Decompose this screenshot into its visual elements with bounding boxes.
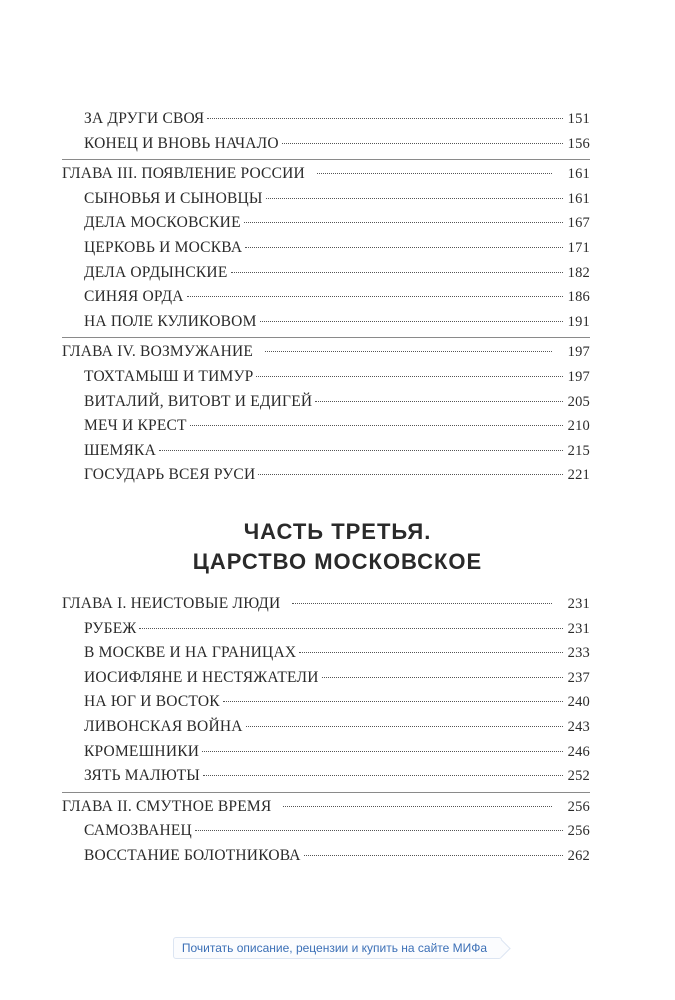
dot-leader — [283, 806, 552, 807]
toc-chapter-entry-title: ГЛАВА III. ПОЯВЛЕНИЕ РОССИИ — [62, 165, 305, 183]
toc-entry[interactable] — [62, 261, 590, 286]
toc-entry[interactable] — [62, 187, 590, 212]
dot-leader — [244, 222, 563, 223]
toc-entry[interactable] — [62, 414, 590, 439]
toc-entry-title: ИОСИФЛЯНЕ И НЕСТЯЖАТЕЛИ — [84, 668, 319, 686]
toc-entry[interactable] — [62, 211, 590, 236]
toc-chapter-entry[interactable] — [62, 795, 590, 820]
dot-leader — [299, 652, 563, 653]
toc-entry-title: СИНЯЯ ОРДА — [84, 288, 184, 306]
part-heading — [0, 517, 675, 577]
toc-entry[interactable] — [62, 310, 590, 335]
toc-chapter-entry-page-number: 231 — [567, 596, 590, 612]
toc-entry[interactable] — [62, 463, 590, 488]
toc-entry[interactable] — [62, 236, 590, 261]
dot-leader — [266, 198, 563, 199]
dot-leader — [223, 701, 563, 702]
dot-leader — [190, 425, 563, 426]
toc-entry-title: ЗЯТЬ МАЛЮТЫ — [84, 767, 200, 785]
dot-leader — [315, 401, 563, 402]
toc-group — [62, 592, 590, 793]
toc-entry-page-number: 237 — [567, 669, 590, 686]
dot-leader — [265, 351, 552, 352]
toc-entry[interactable] — [62, 107, 590, 132]
toc-entry[interactable] — [62, 132, 590, 157]
dot-leader — [159, 450, 563, 451]
toc-entry-title: ДЕЛА МОСКОВСКИЕ — [84, 214, 241, 232]
toc-entry[interactable] — [62, 740, 590, 765]
toc-entry-page-number: 233 — [567, 645, 590, 662]
dot-leader — [202, 751, 563, 752]
toc-group — [62, 107, 590, 160]
dot-leader — [139, 628, 563, 629]
toc-entry-page-number: 262 — [567, 847, 590, 864]
toc-entry-title: МЕЧ И КРЕСТ — [84, 417, 187, 435]
toc-entry[interactable] — [62, 365, 590, 390]
toc-chapter-entry[interactable] — [62, 340, 590, 365]
toc-entry-title: ТОХТАМЫШ И ТИМУР — [84, 367, 254, 385]
toc-entry-page-number: 191 — [567, 313, 590, 330]
toc-chapter-entry-page-number: 197 — [567, 344, 590, 361]
toc-group — [62, 795, 590, 872]
toc-entry-title: СЫНОВЬЯ И СЫНОВЦЫ — [84, 189, 263, 207]
toc-entry-page-number: 186 — [567, 289, 590, 306]
toc-top-section — [62, 107, 590, 493]
toc-entry-title: В МОСКВЕ И НА ГРАНИЦАХ — [84, 644, 297, 662]
toc-entry-page-number: 161 — [567, 190, 590, 207]
toc-entry-title: ЦЕРКОВЬ И МОСКВА — [84, 238, 243, 256]
toc-entry-page-number: 215 — [567, 442, 590, 459]
toc-entry[interactable] — [62, 819, 590, 844]
part-heading-line-1: ЧАСТЬ ТРЕТЬЯ. — [243, 519, 432, 544]
toc-group — [62, 162, 590, 338]
toc-entry-page-number: 252 — [567, 768, 590, 785]
promo-banner — [0, 937, 675, 959]
dot-leader — [203, 775, 563, 776]
toc-entry[interactable] — [62, 439, 590, 464]
toc-entry-page-number: 156 — [567, 135, 590, 152]
toc-entry-page-number: 221 — [567, 467, 590, 484]
dot-leader — [207, 118, 563, 119]
toc-entry-page-number: 240 — [567, 694, 590, 711]
toc-entry-title: ДЕЛА ОРДЫНСКИЕ — [84, 263, 228, 281]
toc-entry-title: НА ПОЛЕ КУЛИКОВОМ — [84, 312, 257, 330]
toc-chapter-entry-title: ГЛАВА I. НЕИСТОВЫЕ ЛЮДИ — [62, 595, 281, 612]
dot-leader — [258, 474, 563, 475]
toc-entry-title: КОНЕЦ И ВНОВЬ НАЧАЛО — [84, 134, 279, 152]
toc-entry-title: ГОСУДАРЬ ВСЕЯ РУСИ — [84, 466, 256, 484]
dot-leader — [195, 830, 563, 831]
toc-entry[interactable] — [62, 285, 590, 310]
dot-leader — [282, 143, 563, 144]
toc-bottom-section — [62, 592, 590, 874]
toc-entry-title: САМОЗВАНЕЦ — [84, 822, 192, 840]
toc-entry-page-number: 256 — [567, 823, 590, 840]
toc-chapter-entry-title: ГЛАВА IV. ВОЗМУЖАНИЕ — [62, 343, 254, 361]
toc-chapter-entry[interactable] — [62, 162, 590, 187]
dot-leader — [231, 272, 564, 273]
toc-entry-title: ЛИВОНСКАЯ ВОЙНА — [84, 717, 243, 735]
toc-group — [62, 340, 590, 491]
dot-leader — [245, 247, 563, 248]
toc-chapter-entry[interactable] — [62, 592, 590, 617]
toc-entry-page-number: 231 — [567, 620, 590, 637]
toc-entry[interactable] — [62, 715, 590, 740]
dot-leader — [187, 296, 563, 297]
toc-chapter-entry-page-number: 161 — [567, 166, 590, 183]
toc-entry[interactable] — [62, 390, 590, 415]
toc-entry-page-number: 197 — [567, 368, 590, 385]
toc-entry-page-number: 167 — [567, 215, 590, 232]
toc-entry-title: ВОССТАНИЕ БОЛОТНИКОВА — [84, 846, 301, 864]
toc-entry-title: ЗА ДРУГИ СВОЯ — [84, 110, 205, 127]
toc-entry-title: ВИТАЛИЙ, ВИТОВТ И ЕДИГЕЙ — [84, 392, 313, 410]
toc-entry-page-number: 171 — [567, 239, 590, 256]
dot-leader — [292, 603, 552, 604]
toc-entry[interactable] — [62, 617, 590, 642]
dot-leader — [260, 321, 563, 322]
dot-leader — [246, 726, 563, 727]
dot-leader — [322, 677, 563, 678]
dot-leader — [317, 173, 552, 174]
toc-entry[interactable] — [62, 844, 590, 869]
toc-chapter-entry-title: ГЛАВА II. СМУТНОЕ ВРЕМЯ — [62, 797, 272, 815]
toc-entry[interactable] — [62, 764, 590, 789]
toc-entry-page-number: 210 — [567, 418, 590, 435]
toc-entry-title: НА ЮГ И ВОСТОК — [84, 693, 220, 711]
part-heading-line-2: ЦАРСТВО МОСКОВСКОЕ — [192, 549, 483, 574]
toc-entry[interactable] — [62, 690, 590, 715]
dot-leader — [304, 855, 563, 856]
toc-entry-title: ШЕМЯКА — [84, 441, 156, 459]
toc-entry-page-number: 243 — [567, 718, 590, 735]
toc-entry[interactable] — [62, 641, 590, 666]
toc-entry-title: РУБЕЖ — [84, 619, 137, 637]
toc-chapter-entry-page-number: 256 — [567, 798, 590, 815]
toc-entry-title: КРОМЕШНИКИ — [84, 742, 200, 760]
promo-link[interactable]: Почитать описание, рецензии и купить на сайте МИФа — [173, 937, 502, 959]
toc-entry[interactable] — [62, 666, 590, 691]
toc-entry-page-number: 246 — [567, 743, 590, 760]
toc-entry-page-number: 205 — [567, 393, 590, 410]
dot-leader — [256, 376, 563, 377]
toc-entry-page-number: 151 — [567, 111, 590, 127]
toc-entry-page-number: 182 — [567, 264, 590, 281]
